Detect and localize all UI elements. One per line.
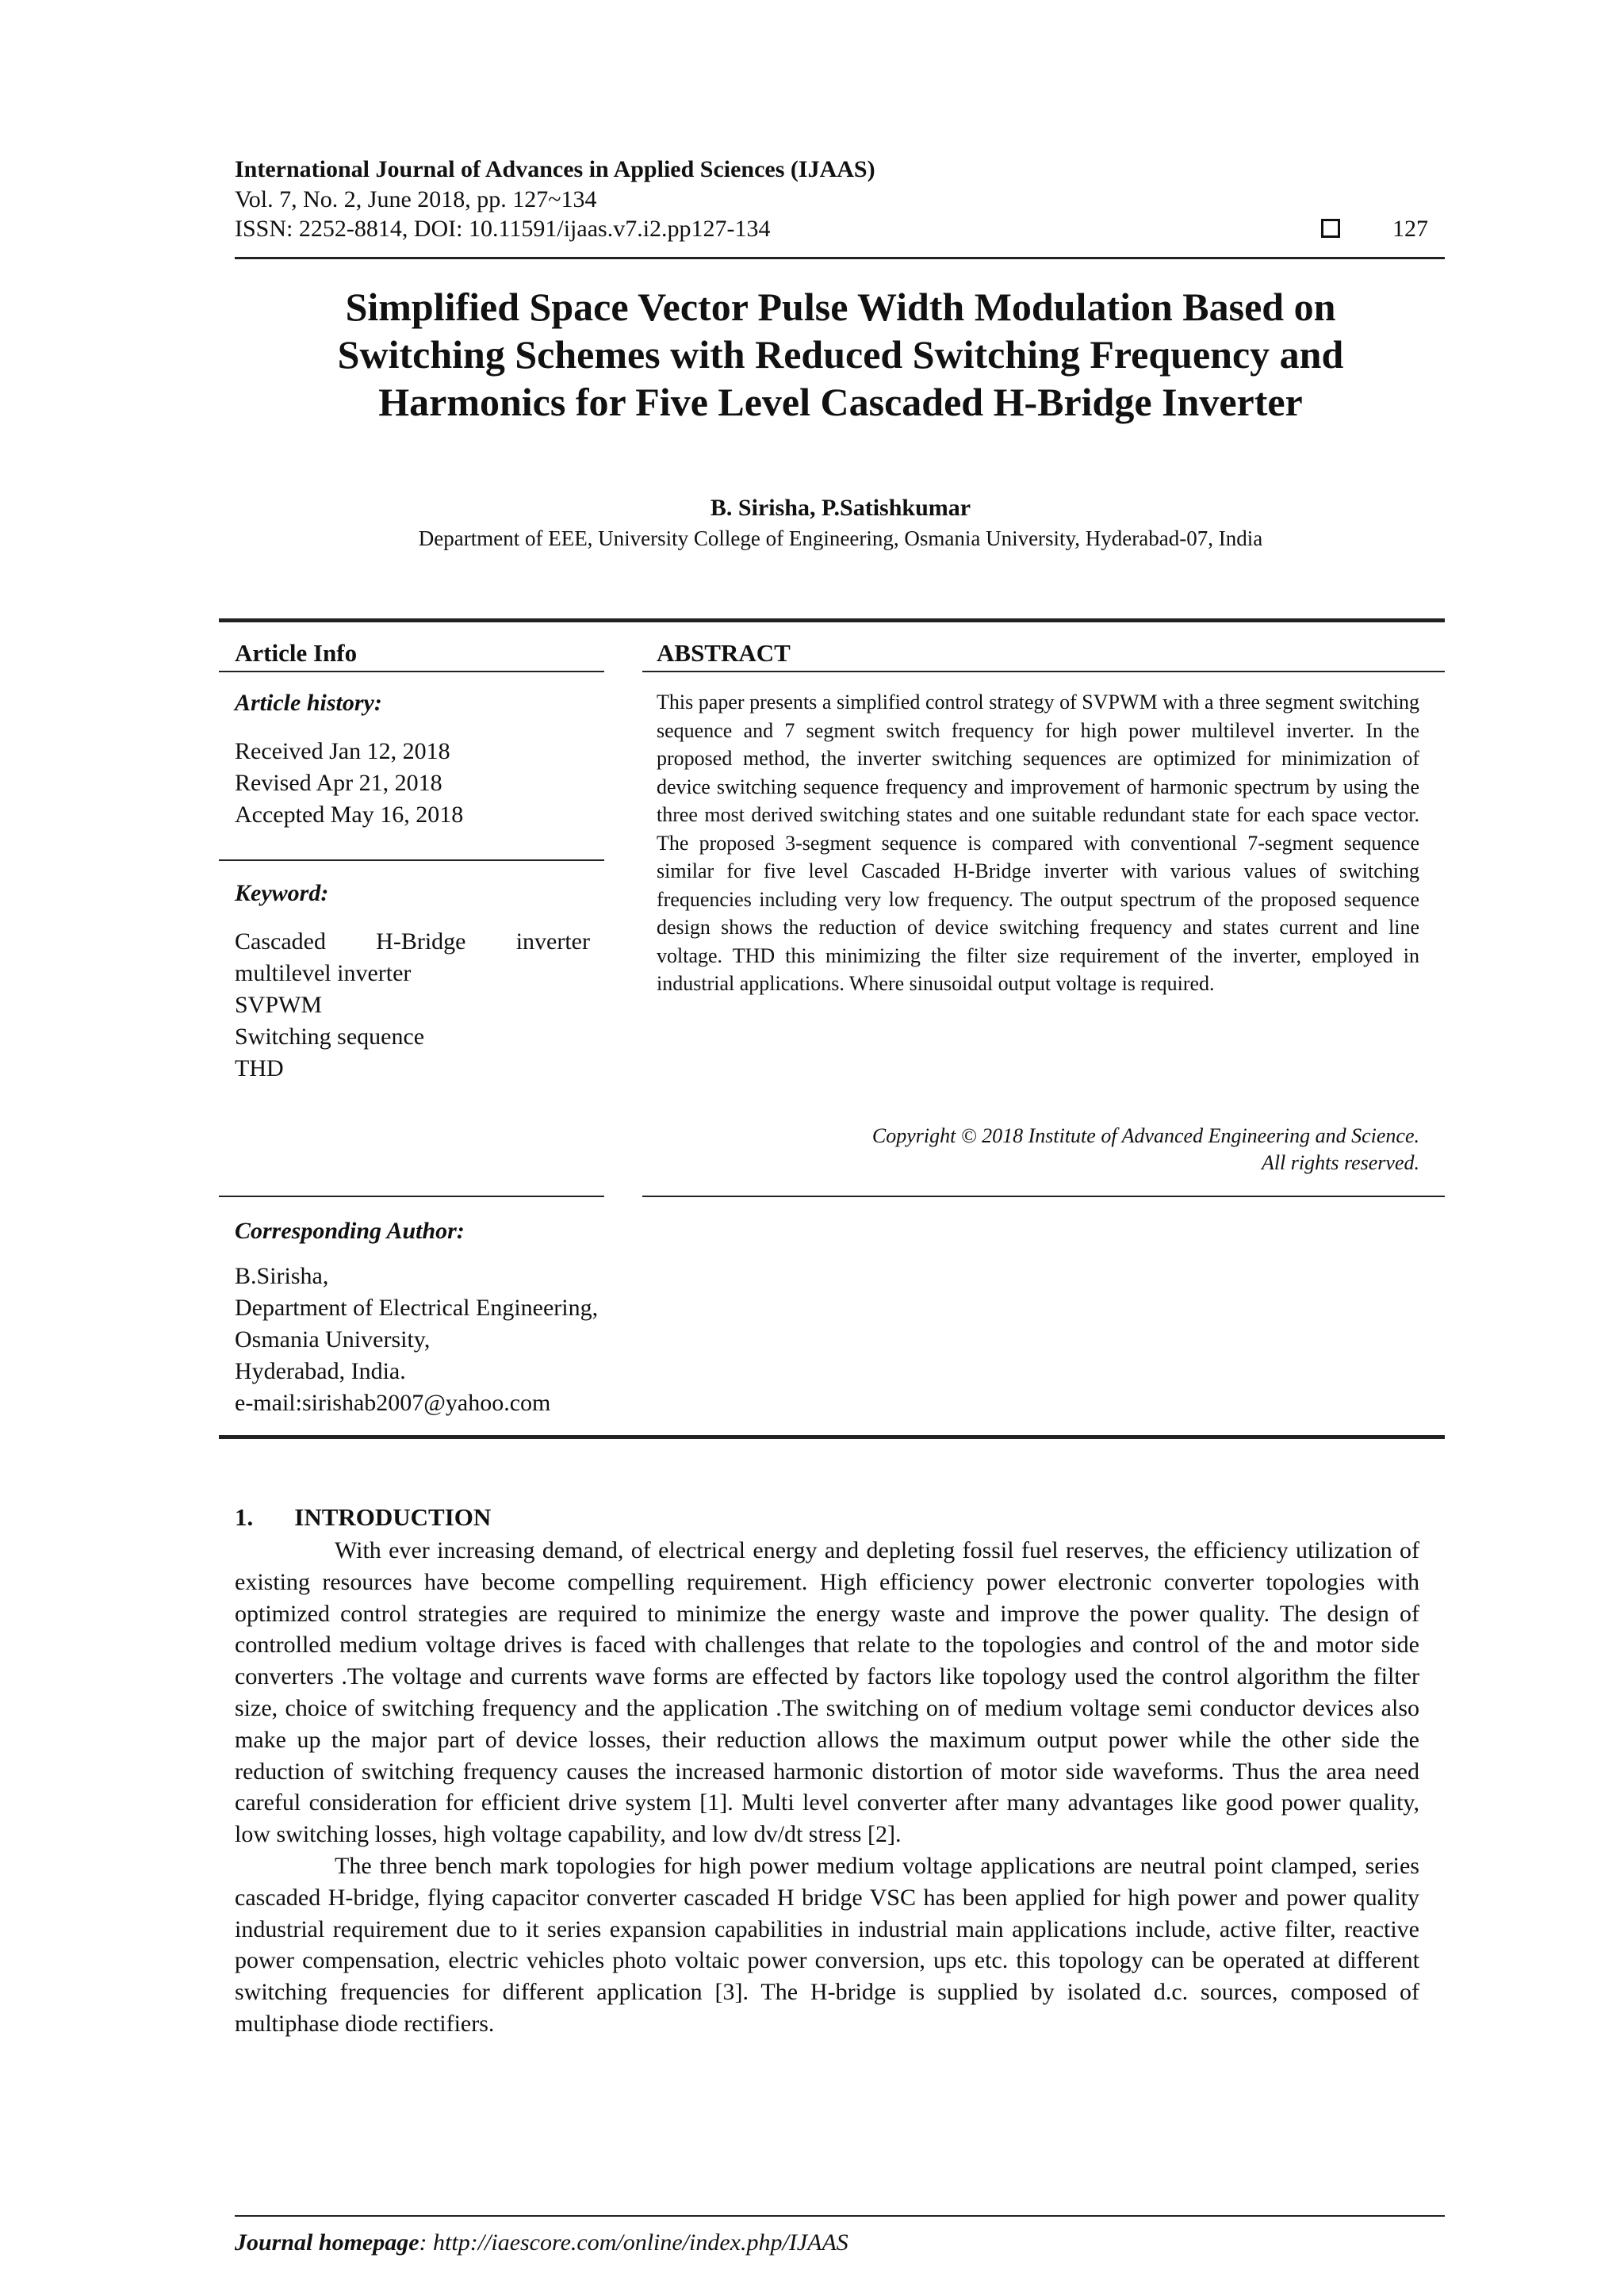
affiliation: Department of EEE, University College of Engineering, Osmania University, Hyderabad-07, India xyxy=(418,526,1263,550)
keyword-line xyxy=(235,926,590,958)
keyword: inverter xyxy=(515,928,590,955)
frame-bottom-rule xyxy=(219,1435,1445,1439)
keyword: H-Bridge xyxy=(376,928,466,955)
header-rule xyxy=(235,257,1445,259)
keyword-label: Keyword: xyxy=(235,880,329,906)
author-name: B.Sirisha, xyxy=(235,1263,329,1289)
frame-top-rule xyxy=(219,618,1445,622)
article-info-heading: Article Info xyxy=(235,639,358,667)
author-email[interactable]: e-mail:sirishab2007@yahoo.com xyxy=(235,1390,551,1416)
keyword: THD xyxy=(235,1055,284,1081)
copyright-line: Copyright © 2018 Institute of Advanced Engineering and Science. xyxy=(871,1124,1419,1147)
abstract-text: This paper presents a simplified control strategy of SVPWM with a three segment switching sequence and 7 segment switch frequency for high power multilevel inverter. In the proposed method, the inverter switching sequences are optimized for minimization of device switching sequence frequency and improvement of harmonic spectrum by using the three most derived switching states and one suitable redundant state for each space vector. The proposed 3-segment sequence is compared with conventional 7-segment sequence similar for five level Cascaded H-Bridge inverter with various values of switching frequencies including very low frequency. The output spectrum of the proposed sequence design shows the reduction of device switching frequency and states current and line voltage. THD this minimizing the filter size requirement of the inverter, employed in industrial applications. Where sinusoidal output voltage is required. xyxy=(657,691,1419,995)
author-univ: Osmania University, xyxy=(235,1326,431,1353)
author-city: Hyderabad, India. xyxy=(235,1358,406,1384)
homepage-label: Journal homepage xyxy=(235,2229,419,2256)
journal-homepage: Journal homepage: http://iaescore.com/online/index.php/IJAAS xyxy=(235,2229,848,2256)
page-number: 127 xyxy=(1392,216,1428,242)
section-number: 1. xyxy=(235,1503,254,1531)
article-info-rule xyxy=(219,671,604,672)
authors: B. Sirisha, P.Satishkumar xyxy=(710,495,971,521)
revised-date: Revised Apr 21, 2018 xyxy=(235,770,442,796)
corresponding-author-label: Corresponding Author: xyxy=(235,1218,465,1244)
keyword: Cascaded xyxy=(235,928,326,955)
keyword: SVPWM xyxy=(235,992,323,1018)
article-dates xyxy=(235,736,463,831)
article-history-label: Article history: xyxy=(235,690,382,716)
square-icon xyxy=(1321,219,1340,238)
author-dept: Department of Electrical Engineering, xyxy=(235,1295,599,1321)
introduction-heading xyxy=(235,1503,491,1532)
issn-doi: ISSN: 2252-8814, DOI: 10.11591/ijaas.v7.i2.pp127-134 xyxy=(235,216,771,242)
received-date: Received Jan 12, 2018 xyxy=(235,738,450,764)
title-line: Switching Schemes with Reduced Switching Frequency and xyxy=(337,332,1344,377)
title-line: Simplified Space Vector Pulse Width Modulation Based on xyxy=(345,285,1336,329)
keyword: Switching sequence xyxy=(235,1024,425,1050)
keyword-rule xyxy=(219,1196,604,1197)
abstract-bottom-rule xyxy=(642,1196,1445,1197)
rights-line: All rights reserved. xyxy=(1261,1151,1419,1174)
footer-rule xyxy=(235,2215,1445,2217)
paragraph: With ever increasing demand, of electrical energy and depleting fossil fuel reserves, the efficiency utilization of existing resources have become compelling requirement. High efficiency power electronic converter topologies with optimized control strategies are required to minimize the energy waste and improve the power quality. The design of controlled medium voltage drives is faced with challenges that relate to the topologies and control of the and motor side converters .The voltage and currents wave forms are effected by factors like topology used the control algorithm the filter size, choice of switching frequency and the application .The switching on of medium voltage semi conductor devices also make up the major part of device losses, their reduction allows the maximum output power while the other side the reduction of switching frequency causes the increased harmonic distortion of motor side waveforms. Thus the area need careful consideration for efficient drive system [1]. Multi level converter after many advantages like good power quality, low switching losses, high voltage capability, and low dv/dt stress [2]. xyxy=(235,1537,1419,1848)
corresponding-author-block xyxy=(235,1261,598,1419)
abstract-heading: ABSTRACT xyxy=(657,639,791,667)
abstract-rule xyxy=(642,671,1445,672)
homepage-link[interactable]: http://iaescore.com/online/index.php/IJAAS xyxy=(433,2229,848,2256)
journal-name: International Journal of Advances in Applied Sciences (IJAAS) xyxy=(235,156,875,182)
accepted-date: Accepted May 16, 2018 xyxy=(235,802,464,828)
keyword-list xyxy=(235,926,590,1085)
paragraph: The three bench mark topologies for high power medium voltage applications are neutral point clamped, series cascaded H-bridge, flying capacitor converter cascaded H bridge VSC has been applied for high power and power quality industrial requirement due to it series expansion capabilities in industrial main applications include, active filter, reactive power compensation, electric vehicles photo voltaic power conversion, ups etc. this topology can be operated at different switching frequencies for different application [3]. The H-bridge is supplied by isolated d.c. sources, composed of multiphase diode rectifiers. xyxy=(235,1852,1419,2037)
volume-info: Vol. 7, No. 2, June 2018, pp. 127~134 xyxy=(235,186,597,212)
introduction-body xyxy=(235,1535,1419,2040)
paper-title xyxy=(230,283,1451,426)
history-rule xyxy=(219,859,604,861)
section-title: INTRODUCTION xyxy=(294,1503,492,1531)
keyword: multilevel inverter xyxy=(235,960,412,986)
title-line: Harmonics for Five Level Cascaded H-Bridge Inverter xyxy=(378,380,1303,424)
